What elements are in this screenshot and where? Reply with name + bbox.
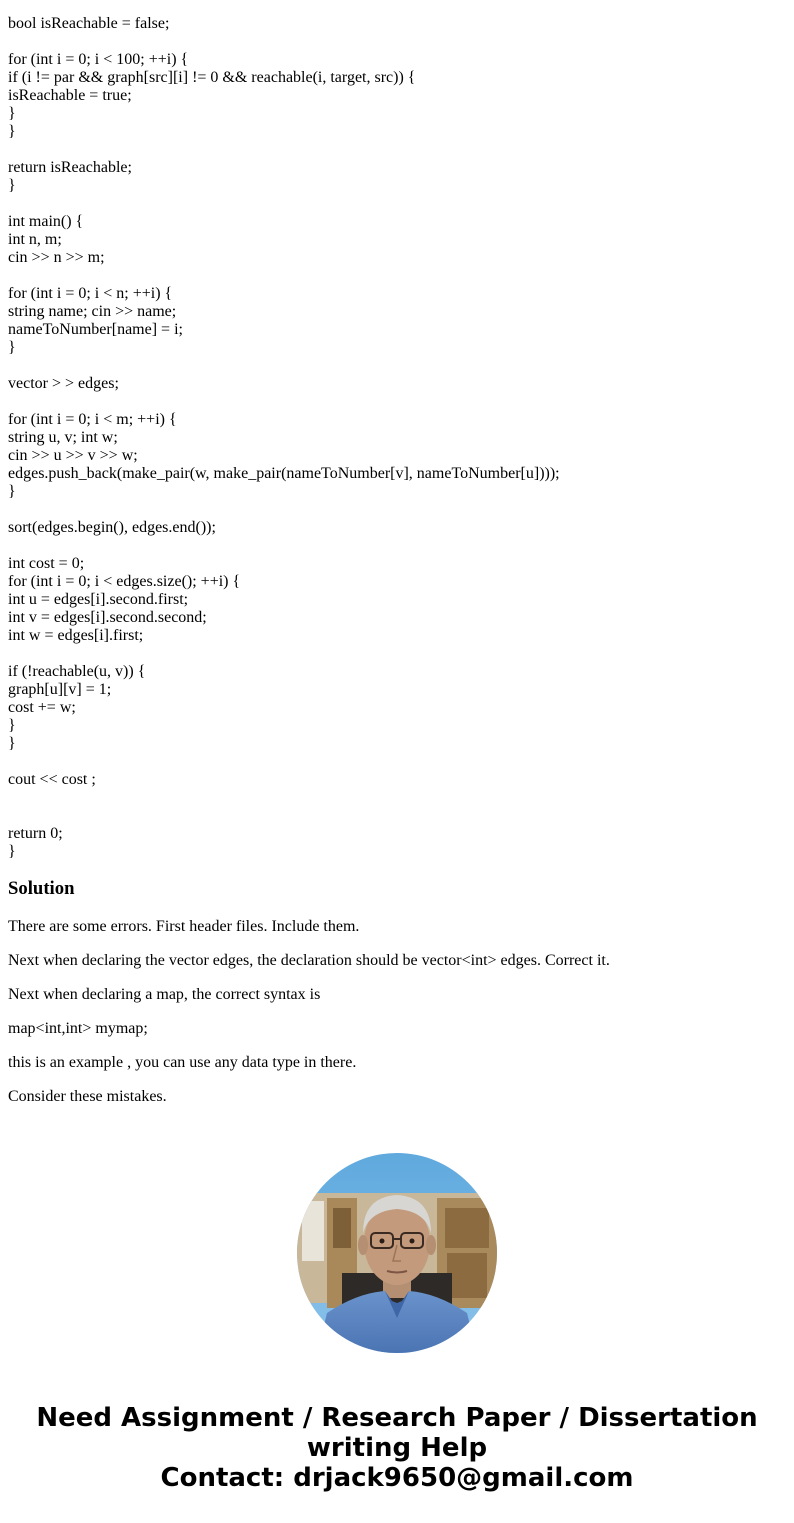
code-line: isReachable = true; [8, 87, 132, 104]
code-line: } [8, 177, 16, 194]
code-line: cin >> u >> v >> w; [8, 447, 138, 464]
solution-paragraph: Next when declaring a map, the correct syntax is [8, 986, 321, 1003]
footer-contact: Contact: drjack9650@gmail.com [160, 1463, 634, 1493]
code-line: string name; cin >> name; [8, 303, 177, 320]
code-line [8, 393, 788, 411]
code-line: } [8, 105, 16, 122]
footer-line-2: writing Help [306, 1433, 488, 1463]
code-line [8, 645, 788, 663]
code-line [8, 195, 788, 213]
author-photo-icon [297, 1153, 497, 1353]
code-line: nameToNumber[name] = i; [8, 321, 183, 338]
code-line [8, 807, 788, 825]
code-line: return isReachable; [8, 159, 132, 176]
code-line: int v = edges[i].second.second; [8, 609, 207, 626]
code-line [8, 357, 788, 375]
code-line: int cost = 0; [8, 555, 85, 572]
code-line: int main() { [8, 213, 84, 230]
code-line: if (!reachable(u, v)) { [8, 663, 146, 680]
code-line: bool isReachable = false; [8, 15, 170, 32]
code-line: for (int i = 0; i < n; ++i) { [8, 285, 173, 302]
code-listing [8, 15, 788, 861]
code-line [8, 267, 788, 285]
code-line: sort(edges.begin(), edges.end()); [8, 519, 216, 536]
code-line: cost += w; [8, 699, 76, 716]
code-line: for (int i = 0; i < m; ++i) { [8, 411, 177, 428]
footer-line-1: Need Assignment / Research Paper / Dissertation [36, 1403, 758, 1433]
code-line: for (int i = 0; i < 100; ++i) { [8, 51, 189, 68]
code-line: } [8, 483, 16, 500]
code-line [8, 753, 788, 771]
footer-banner [0, 1403, 794, 1493]
code-line [8, 537, 788, 555]
code-line: } [8, 717, 16, 734]
code-line: } [8, 735, 16, 752]
code-line: cout << cost ; [8, 771, 96, 788]
code-line: graph[u][v] = 1; [8, 681, 112, 698]
code-line: int u = edges[i].second.first; [8, 591, 189, 608]
code-line [8, 33, 788, 51]
code-line: int n, m; [8, 231, 62, 248]
code-line: for (int i = 0; i < edges.size(); ++i) { [8, 573, 241, 590]
solution-code-example: map<int,int> mymap; [8, 1020, 148, 1037]
code-line: } [8, 339, 16, 356]
code-line: edges.push_back(make_pair(w, make_pair(nameToNumber[v], nameToNumber[u]))); [8, 465, 560, 482]
code-line: } [8, 123, 16, 140]
code-line: cin >> n >> m; [8, 249, 105, 266]
author-avatar [297, 1153, 497, 1353]
code-line: int w = edges[i].first; [8, 627, 144, 644]
code-line [8, 141, 788, 159]
code-line: } [8, 843, 16, 860]
code-line [8, 501, 788, 519]
solution-heading: Solution [8, 878, 75, 899]
code-line: return 0; [8, 825, 63, 842]
solution-paragraph: Consider these mistakes. [8, 1088, 167, 1105]
solution-paragraph: Next when declaring the vector edges, the declaration should be vector<int> edges. Correct it. [8, 952, 610, 969]
code-line: if (i != par && graph[src][i] != 0 && reachable(i, target, src)) { [8, 69, 416, 86]
code-line [8, 789, 788, 807]
solution-paragraph: this is an example , you can use any data type in there. [8, 1054, 357, 1071]
code-line: vector > > edges; [8, 375, 119, 392]
solution-paragraph: There are some errors. First header files. Include them. [8, 918, 360, 935]
code-line: string u, v; int w; [8, 429, 118, 446]
